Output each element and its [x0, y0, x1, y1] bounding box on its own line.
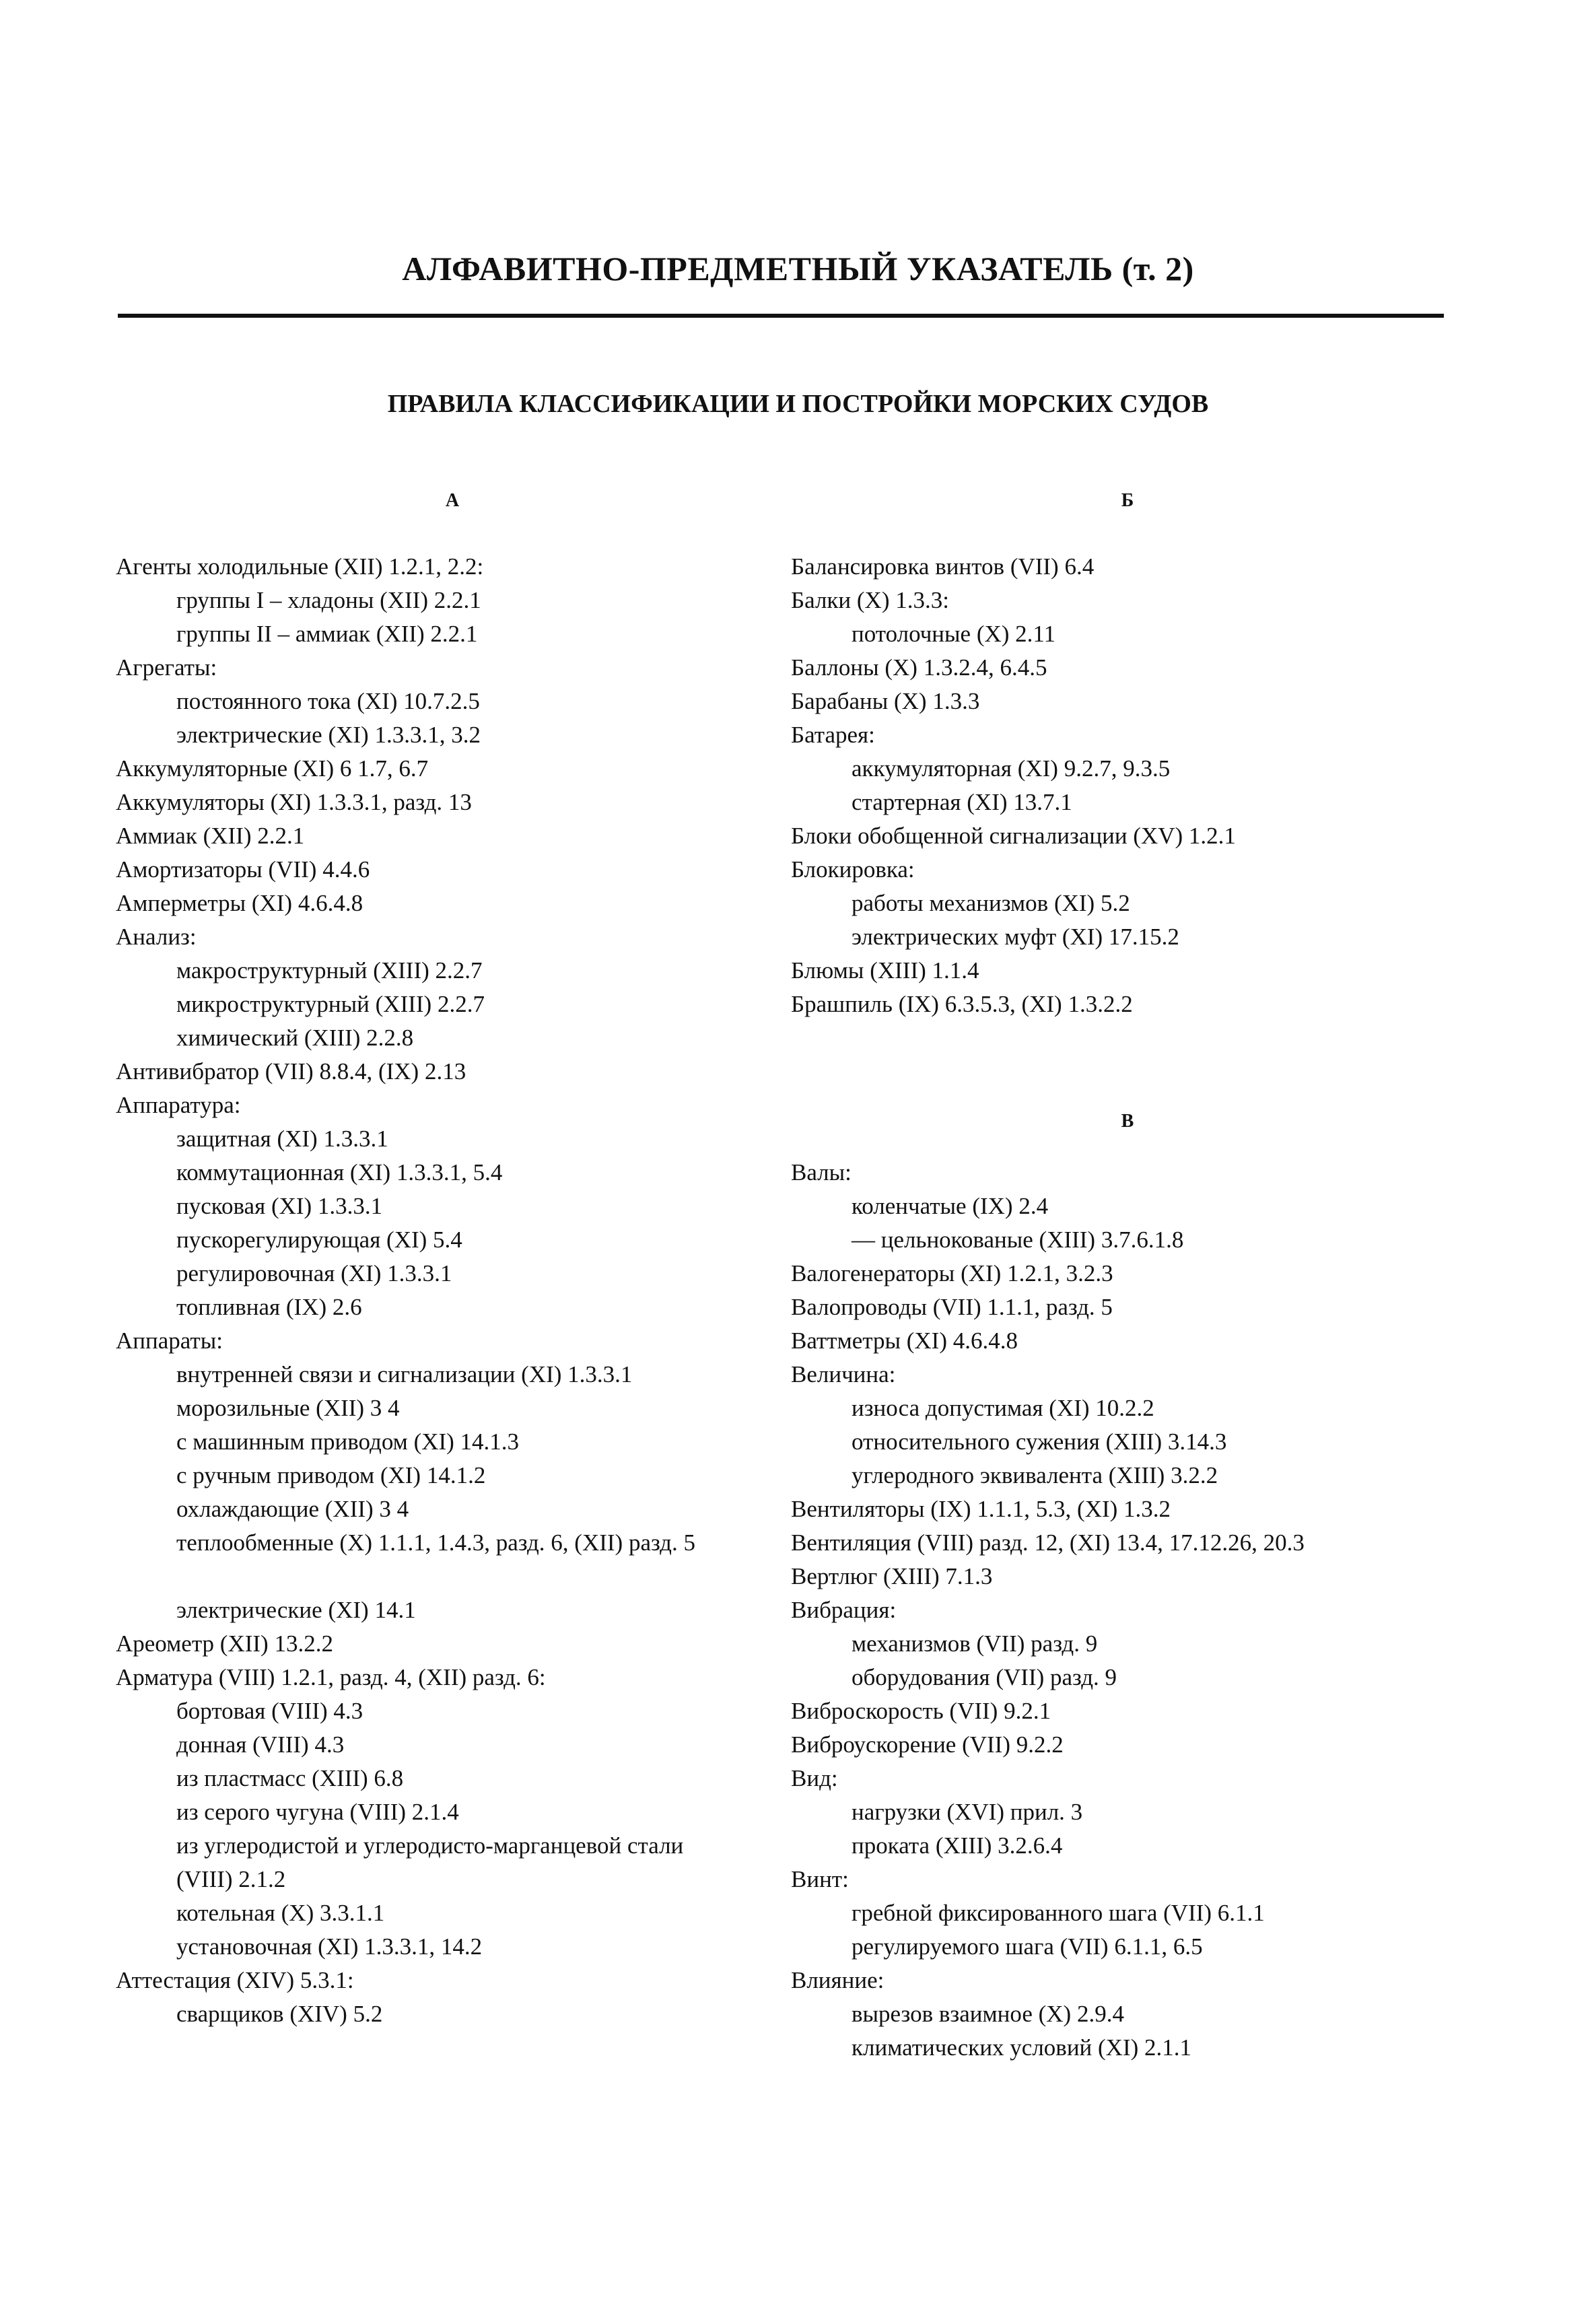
index-subentry: углеродного эквивалента (XIII) 3.2.2: [852, 1462, 1218, 1488]
section-letter-v: В: [1121, 1111, 1134, 1132]
index-entry: Балансировка винтов (VII) 6.4: [791, 553, 1095, 580]
index-entry: Батарея:: [791, 722, 875, 748]
index-entry: Ваттметры (XI) 4.6.4.8: [791, 1328, 1018, 1354]
index-subentry: химический (XIII) 2.2.8: [176, 1025, 414, 1051]
index-entry: Вертлюг (XIII) 7.1.3: [791, 1563, 993, 1589]
index-subentry: из серого чугуна (VIII) 2.1.4: [176, 1799, 459, 1825]
index-subentry: пускорегулирующая (XI) 5.4: [176, 1227, 462, 1253]
index-entry: Агенты холодильные (XII) 1.2.1, 2.2:: [116, 553, 484, 580]
index-entry: Влияние:: [791, 1967, 884, 1993]
index-subentry: с ручным приводом (XI) 14.1.2: [176, 1462, 486, 1488]
index-entry: Арматура (VIII) 1.2.1, разд. 4, (XII) разд. 6:: [116, 1664, 546, 1690]
index-entry: Вибрация:: [791, 1597, 897, 1623]
index-subentry: макроструктурный (XIII) 2.2.7: [176, 957, 483, 984]
index-entry: Аппаратура:: [116, 1092, 241, 1118]
index-subentry: охлаждающие (XII) 3 4: [176, 1496, 409, 1522]
index-subentry: защитная (XI) 1.3.3.1: [176, 1126, 388, 1152]
index-entry: Валы:: [791, 1159, 852, 1185]
index-subentry: с машинным приводом (XI) 14.1.3: [176, 1429, 520, 1455]
index-subentry: пусковая (XI) 1.3.3.1: [176, 1193, 383, 1219]
index-subentry: сварщиков (XIV) 5.2: [176, 2001, 383, 2027]
index-subentry: вырезов взаимное (X) 2.9.4: [852, 2001, 1124, 2027]
index-subentry: внутренней связи и сигнализации (XI) 1.3.3.1: [176, 1361, 633, 1387]
index-subentry: донная (VIII) 4.3: [176, 1731, 345, 1758]
index-entry: Блоки обобщенной сигнализации (XV) 1.2.1: [791, 823, 1236, 849]
index-subentry: гребной фиксированного шага (VII) 6.1.1: [852, 1900, 1265, 1926]
index-subentry: электрические (XI) 14.1: [176, 1597, 416, 1623]
index-entry: Брашпиль (IX) 6.3.5.3, (XI) 1.3.2.2: [791, 991, 1133, 1017]
index-subentry: коммутационная (XI) 1.3.3.1, 5.4: [176, 1159, 503, 1185]
index-subentry: топливная (IX) 2.6: [176, 1294, 362, 1320]
index-subentry: электрических муфт (XI) 17.15.2: [852, 924, 1179, 950]
index-subentry: регулировочная (XI) 1.3.3.1: [176, 1260, 452, 1286]
index-subentry: электрические (XI) 1.3.3.1, 3.2: [176, 722, 481, 748]
index-entry: Барабаны (X) 1.3.3: [791, 688, 980, 714]
index-subentry: — цельнокованые (XIII) 3.7.6.1.8: [852, 1227, 1184, 1253]
index-subentry: аккумуляторная (XI) 9.2.7, 9.3.5: [852, 755, 1171, 782]
index-subentry: группы I – хладоны (XII) 2.2.1: [176, 587, 481, 613]
index-subentry: группы II – аммиак (XII) 2.2.1: [176, 621, 478, 647]
document-subtitle: ПРАВИЛА КЛАССИФИКАЦИИ И ПОСТРОЙКИ МОРСКИХ СУДОВ: [387, 390, 1209, 418]
index-subentry: регулируемого шага (VII) 6.1.1, 6.5: [852, 1933, 1203, 1960]
index-subentry: морозильные (XII) 3 4: [176, 1395, 400, 1421]
index-entry: Амперметры (XI) 4.6.4.8: [116, 890, 363, 916]
index-subentry: потолочные (X) 2.11: [852, 621, 1056, 647]
index-subentry: относительного сужения (XIII) 3.14.3: [852, 1429, 1227, 1455]
index-entry: Балки (X) 1.3.3:: [791, 587, 949, 613]
index-subentry: стартерная (XI) 13.7.1: [852, 789, 1072, 815]
index-entry: Валогенераторы (XI) 1.2.1, 3.2.3: [791, 1260, 1113, 1286]
index-subentry: работы механизмов (XI) 5.2: [852, 890, 1130, 916]
page-title: АЛФАВИТНО-ПРЕДМЕТНЫЙ УКАЗАТЕЛЬ (т. 2): [402, 250, 1194, 287]
index-entry: Блюмы (XIII) 1.1.4: [791, 957, 979, 984]
index-entry: Вентиляторы (IX) 1.1.1, 5.3, (XI) 1.3.2: [791, 1496, 1171, 1522]
index-subentry: проката (XIII) 3.2.6.4: [852, 1832, 1063, 1859]
index-entry: Блокировка:: [791, 856, 915, 883]
index-entry: Аттестация (XIV) 5.3.1:: [116, 1967, 354, 1993]
index-entry: Винт:: [791, 1866, 849, 1892]
index-subentry: теплообменные (X) 1.1.1, 1.4.3, разд. 6, (XII) разд. 5: [176, 1529, 695, 1556]
index-subentry: из пластмасс (XIII) 6.8: [176, 1765, 404, 1791]
index-entry: Виброскорость (VII) 9.2.1: [791, 1698, 1051, 1724]
index-entry: Агрегаты:: [116, 654, 217, 681]
index-subentry: установочная (XI) 1.3.3.1, 14.2: [176, 1933, 483, 1960]
index-subentry: микроструктурный (XIII) 2.2.7: [176, 991, 485, 1017]
index-subentry: климатических условий (XI) 2.1.1: [852, 2034, 1192, 2061]
index-subentry: из углеродистой и углеродисто-марганцевой стали (VIII) 2.1.2: [176, 1832, 684, 1892]
index-subentry: износа допустимая (XI) 10.2.2: [852, 1395, 1154, 1421]
index-subentry: коленчатые (IX) 2.4: [852, 1193, 1049, 1219]
index-entry: Аккумуляторные (XI) 6 1.7, 6.7: [116, 755, 429, 782]
index-entry: Виброускорение (VII) 9.2.2: [791, 1731, 1064, 1758]
index-entry: Аппараты:: [116, 1328, 223, 1354]
index-subentry: нагрузки (XVI) прил. 3: [852, 1799, 1083, 1825]
title-divider: [118, 314, 1444, 318]
index-entry: Анализ:: [116, 924, 197, 950]
index-entry: Вентиляция (VIII) разд. 12, (XI) 13.4, 17.12.26, 20.3: [791, 1529, 1305, 1556]
index-subentry: котельная (X) 3.3.1.1: [176, 1900, 385, 1926]
index-entry: Вид:: [791, 1765, 838, 1791]
index-entry: Антивибратор (VII) 8.8.4, (IX) 2.13: [116, 1058, 466, 1085]
index-entry: Величина:: [791, 1361, 896, 1387]
index-subentry: постоянного тока (XI) 10.7.2.5: [176, 688, 480, 714]
index-subentry: бортовая (VIII) 4.3: [176, 1698, 363, 1724]
index-entry: Баллоны (X) 1.3.2.4, 6.4.5: [791, 654, 1047, 681]
index-entry: Аммиак (XII) 2.2.1: [116, 823, 305, 849]
section-letter-a: А: [445, 490, 460, 511]
index-subentry: механизмов (VII) разд. 9: [852, 1630, 1098, 1657]
index-entry: Ареометр (XII) 13.2.2: [116, 1630, 333, 1657]
index-entry: Аккумуляторы (XI) 1.3.3.1, разд. 13: [116, 789, 472, 815]
index-entry: Валопроводы (VII) 1.1.1, разд. 5: [791, 1294, 1113, 1320]
section-letter-b: Б: [1121, 490, 1134, 511]
index-subentry: оборудования (VII) разд. 9: [852, 1664, 1117, 1690]
index-entry: Амортизаторы (VII) 4.4.6: [116, 856, 370, 883]
